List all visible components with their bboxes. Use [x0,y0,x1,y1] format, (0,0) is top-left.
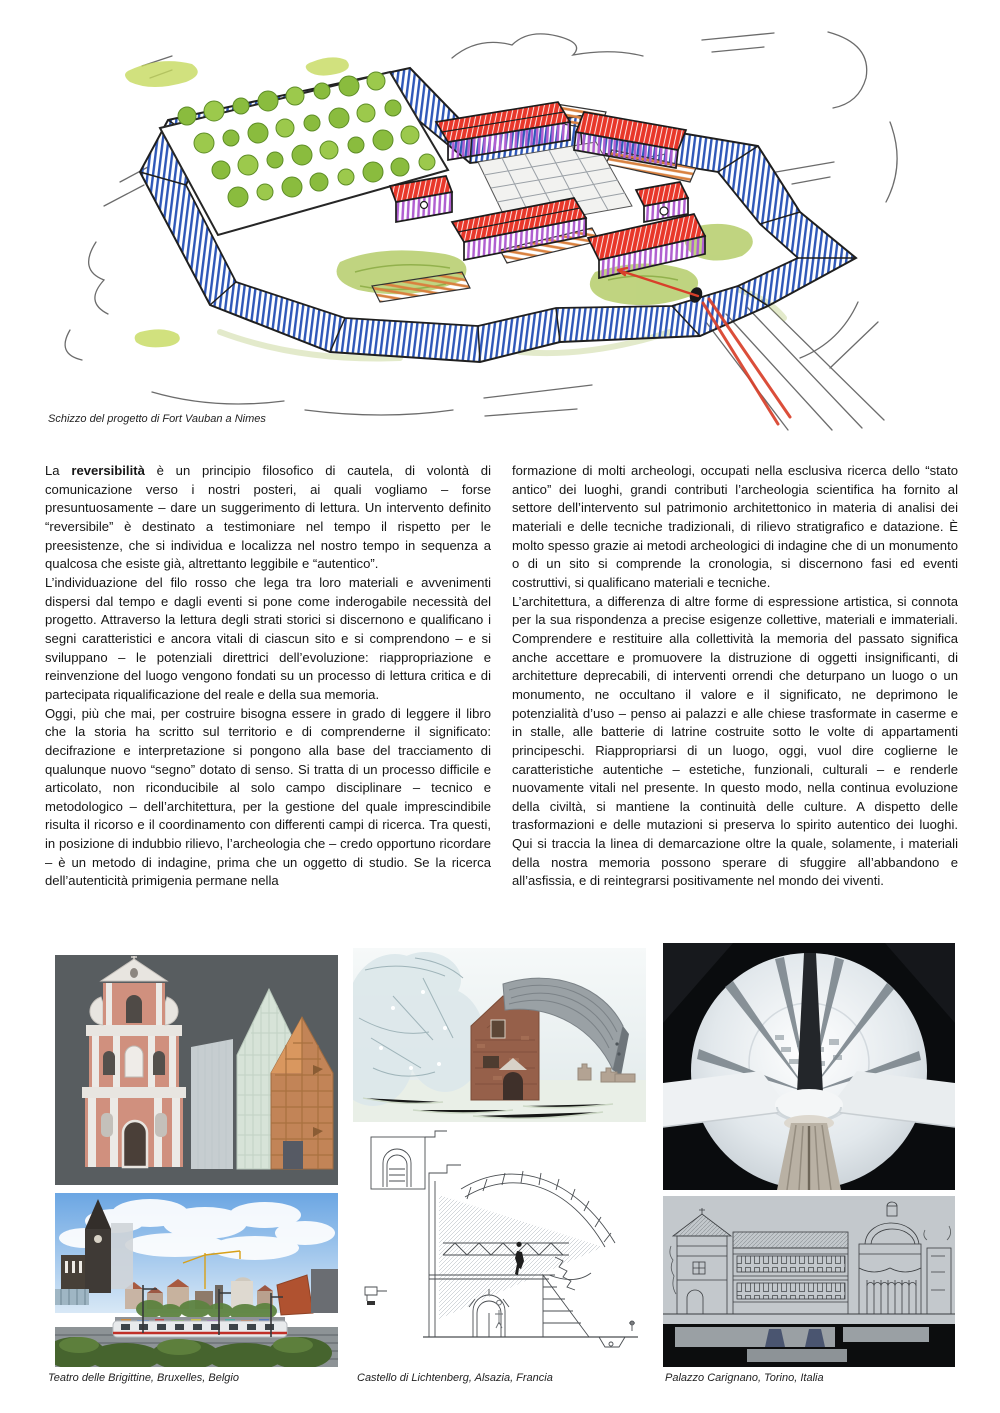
paragraph-text: è un principio filosofico di cautela, di volontà di comunicazione verso i nostri posteri, ai quali vogliamo – forse presuntuosamente – dare un suggerimento di lettura. Un intervento definito “reversibile” è destinato a testimoniare nel tempo il rispetto per le preesistenze, che si individua e localizza nel nostro tempo in sequenza a qualcosa che esiste già, altrettanto leggibile e “autentico”. [45,463,492,572]
carignano-section-drawing [663,1196,955,1367]
paragraph-text: La [45,463,72,478]
lead-word-bold: reversibilità [71,463,145,478]
fort-vauban-sketch-drawing [45,8,970,438]
paragraph: L’individuazione del filo rosso che lega tra loro materiali e avvenimenti dispersi dal tempo e dagli eventi si pone come inderogabile necessità del progetto. Attraverso la lettura degli strati storici si discernono e qualificano i segni caratteristici e ancora vitali di ciascun sito e si comprendono – e si sviluppano – le potenziali direttrici dell’evoluzione: riappropriazione e reinvenzione del luogo vengono fondati su un processo di lettura critica e di partecipata riqualificazione del reale e della sua memoria. [45,574,491,702]
fort-vauban-sketch-figure [45,8,970,438]
article-left-column [45,462,491,891]
bruxelles-city-photo-image [55,1193,338,1367]
paragraph: Oggi, più che mai, per costruire bisogna essere in grado di leggere il libro che la storia ha scritto sul territorio e di comprenderne il significato: decifrazione e interpretazione si pongono alla base del tracciamento di qualunque nuovo “segno” dotato di senso. Si tratta di un processo difficile e articolato, non riconducibile al solo campo disciplinare – tecnico e metodologico – dell’architettura, per la gestione del quale imprescindibile risulta il ricorso e il coordinamento con differenti campi di ricerca. Tra questi, in posizione di indubbio rilievo, l’archeologia che – credo opportuno ricordare – è un metodo di indagine, prima che un oggetto di studio. Se la ricerca dell’autenticità primigenia permane nella [45,705,491,889]
paragraph [45,462,491,574]
caption-lichtenberg: Castello di Lichtenberg, Alsazia, Francia [357,1372,553,1384]
lichtenberg-section-drawing-image [353,1125,646,1367]
paragraph: formazione di molti archeologi, occupati nella esclusiva ricerca dello “stato antico” dei luoghi, grandi contributi l’archeologia scientifica ha fornito al settore dell’intervento sul patrimonio architettonico in materia di analisi dei materiali e delle tecniche tradizionali, di rilievo stratigrafico e datazione. È molto spesso grazie ai metodi archeologici di indagine che di un monumento o di un sito si comprende la cronologia, si discernono fasi ed eventi costruttivi, si qualificano materiali e tecniche. [512,463,958,590]
sketch-caption: Schizzo del progetto di Fort Vauban a Nimes [48,413,266,425]
lichtenberg-winter-photo-image [353,948,646,1122]
carignano-cupola-photo-image [663,943,955,1190]
article-right-column [512,462,958,891]
bruxelles-city-photo [55,1193,338,1367]
carignano-section-drawing-image [663,1196,955,1367]
lichtenberg-winter-photo [353,948,646,1122]
caption-carignano: Palazzo Carignano, Torino, Italia [665,1372,824,1384]
brigittine-elevation-figure [55,955,338,1185]
paragraph: L’architettura, a differenza di altre forme di espressione artistica, si connota per la sua rispondenza a precise esigenze collettive, materiali e immateriali. Comprendere e restituire alla collettività la memoria del passato significa anche accettare e promuovere la distruzione di oggetti insignificanti, di architetture deprecabili, di interventi orrendi che deturpano un luogo o un monumento, ne occultano il valore e il significato, ne deprimono le potenzialità d’uso – penso ai palazzi e alle chiese trasformate in caserme e in stalle, alle batterie di latrine costruite sotto le volte di appartamenti principeschi. Riappropriarsi di un luogo, oggi, vuol dire coglierne le caratteristiche autentiche – estetiche, funzionali, culturali – e renderle nuovamente vitali nel presente. In questo modo, nella continua evoluzione della civiltà, si mantiene la continuità delle culture. A dispetto delle trasformazioni e delle mutazioni si preserva lo spirito autentico dei luoghi. Qui si traccia la linea di demarcazione oltre la quale, solamente, i materiali della nostra memoria possono sperare di sfuggire all’abbandono e all’asfissia, e di reintegrarsi positivamente nel mondo dei viventi. [512,593,958,889]
carignano-cupola-photo [663,943,955,1190]
brigittine-elevation-image [55,955,338,1185]
caption-brigittine: Teatro delle Brigittine, Bruxelles, Belgio [48,1372,239,1384]
lichtenberg-section-drawing [353,1125,646,1367]
